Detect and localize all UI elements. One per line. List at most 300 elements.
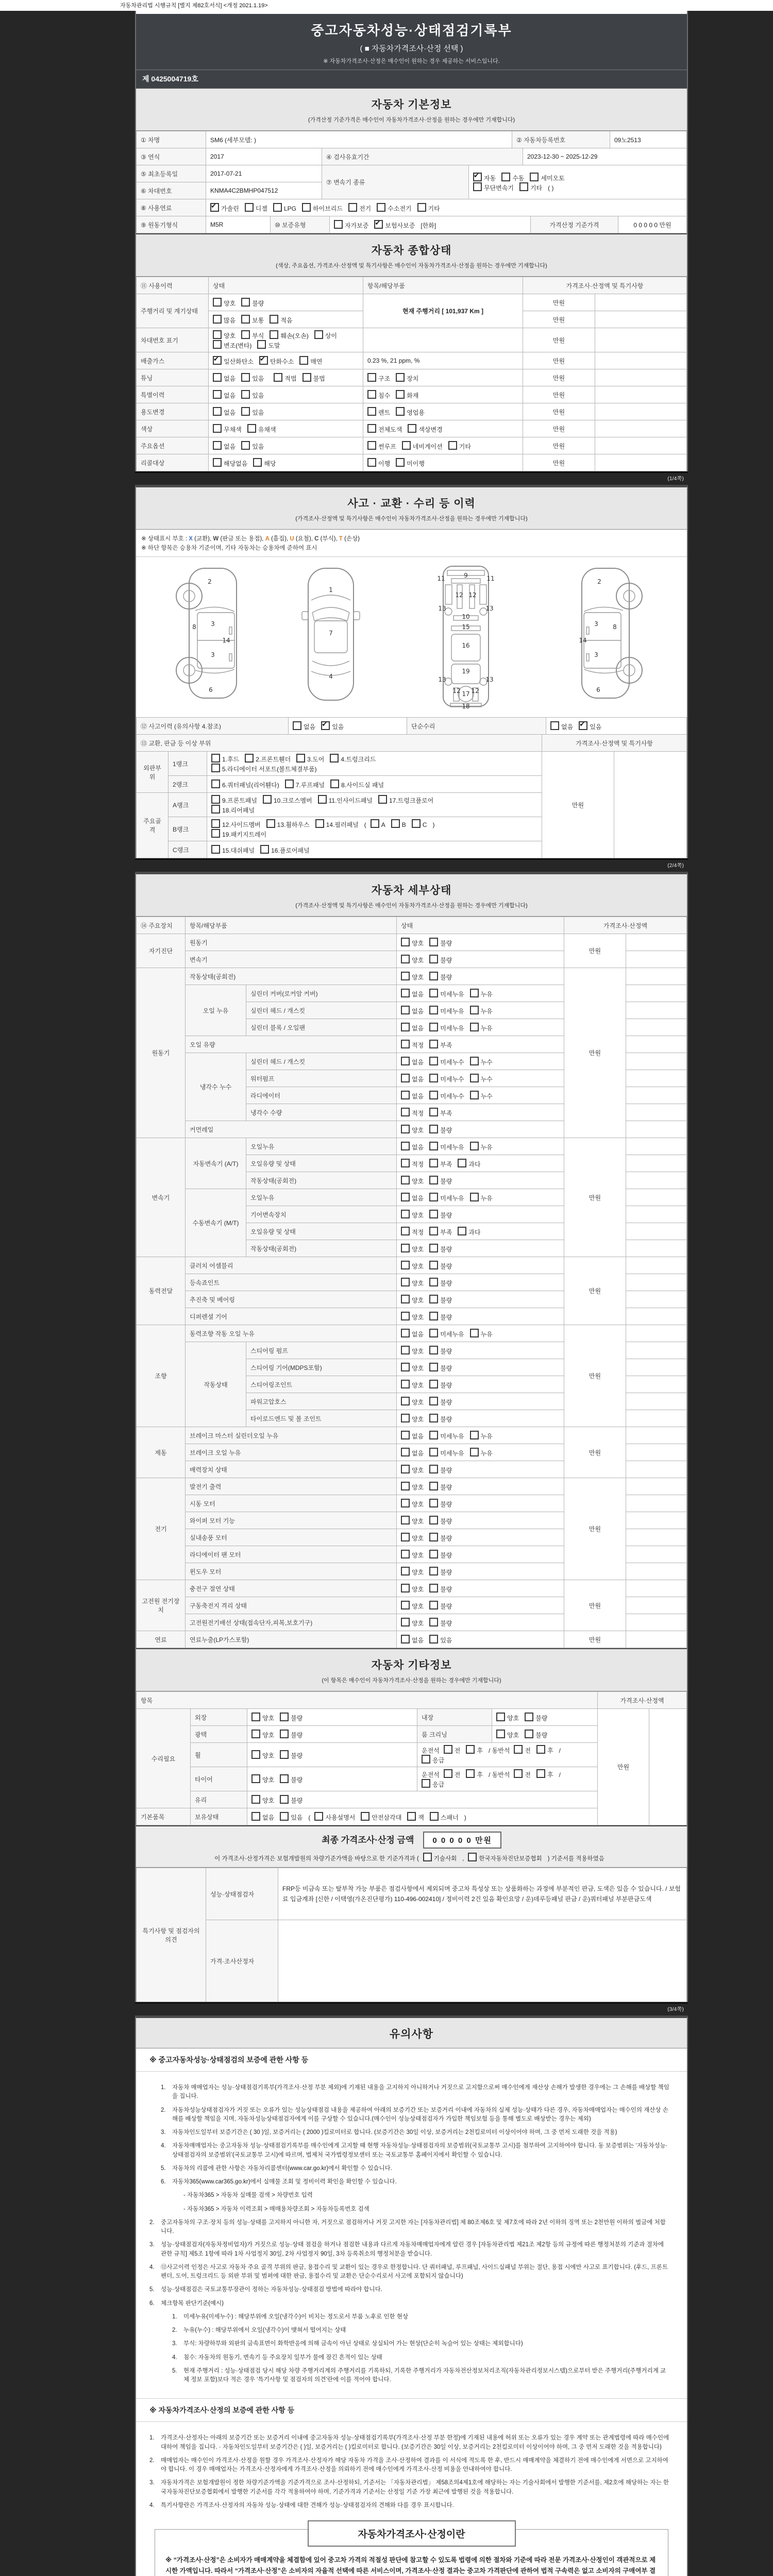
checkbox-세미오토[interactable] bbox=[530, 173, 564, 182]
checkbox-A[interactable] bbox=[371, 819, 385, 828]
checkbox-box[interactable] bbox=[429, 1142, 438, 1150]
checkbox-미세누수[interactable] bbox=[429, 1074, 464, 1083]
checkbox-box[interactable] bbox=[396, 390, 405, 399]
checkbox-불량[interactable] bbox=[429, 938, 452, 947]
checkbox-box[interactable] bbox=[579, 721, 587, 730]
checkbox-box[interactable] bbox=[401, 1550, 410, 1558]
checkbox-box[interactable] bbox=[429, 1244, 438, 1252]
checkbox-box[interactable] bbox=[429, 1448, 438, 1456]
checkbox-양호[interactable] bbox=[401, 1295, 424, 1304]
checkbox-box[interactable] bbox=[263, 795, 272, 804]
checkbox-box[interactable] bbox=[211, 764, 220, 772]
checkbox-전[interactable] bbox=[444, 1745, 461, 1755]
checkbox-box[interactable] bbox=[401, 1601, 410, 1609]
checkbox-LPG[interactable] bbox=[273, 203, 296, 212]
checkbox-유채색[interactable] bbox=[247, 424, 276, 434]
checkbox-13.휠하우스[interactable] bbox=[266, 819, 310, 829]
checkbox-있음[interactable] bbox=[429, 1635, 452, 1645]
checkbox-box[interactable] bbox=[429, 1465, 438, 1473]
checkbox-기타[interactable] bbox=[519, 182, 542, 192]
checkbox-무단변속기[interactable] bbox=[473, 182, 514, 192]
checkbox-box[interactable] bbox=[211, 845, 220, 854]
checkbox-box[interactable] bbox=[401, 1006, 410, 1014]
checkbox-box[interactable] bbox=[314, 1812, 323, 1821]
checkbox-양호[interactable] bbox=[401, 1363, 424, 1372]
checkbox-box[interactable] bbox=[429, 1482, 438, 1490]
checkbox-box[interactable] bbox=[401, 1193, 410, 1201]
checkbox-box[interactable] bbox=[259, 356, 268, 365]
checkbox-양호[interactable] bbox=[401, 1618, 424, 1628]
checkbox-양호[interactable] bbox=[401, 1465, 424, 1475]
checkbox-색상변경[interactable] bbox=[408, 424, 442, 434]
checkbox-기타[interactable] bbox=[417, 203, 440, 213]
checkbox-미세누유[interactable] bbox=[429, 989, 464, 998]
checkbox-부족[interactable] bbox=[429, 1108, 452, 1117]
checkbox-box[interactable] bbox=[525, 1730, 533, 1738]
checkbox-있음[interactable] bbox=[280, 1812, 303, 1822]
checkbox-매연[interactable] bbox=[299, 356, 322, 366]
checkbox-양호[interactable] bbox=[401, 1346, 424, 1355]
checkbox-box[interactable] bbox=[473, 182, 482, 191]
checkbox-box[interactable] bbox=[330, 754, 339, 762]
checkbox-box[interactable] bbox=[458, 1227, 466, 1235]
checkbox-box[interactable] bbox=[367, 390, 376, 399]
checkbox-많음[interactable] bbox=[213, 315, 236, 325]
checkbox-box[interactable] bbox=[412, 819, 421, 828]
checkbox-box[interactable] bbox=[429, 1006, 438, 1014]
checkbox-기술사회[interactable] bbox=[423, 1853, 457, 1862]
checkbox-box[interactable] bbox=[299, 356, 308, 365]
checkbox-미이행[interactable] bbox=[396, 458, 425, 468]
checkbox-해당없음[interactable] bbox=[213, 458, 247, 468]
checkbox-불량[interactable] bbox=[429, 1601, 452, 1611]
checkbox-양호[interactable] bbox=[401, 955, 424, 964]
checkbox-양호[interactable] bbox=[401, 972, 424, 981]
checkbox-4.트렁크리드[interactable] bbox=[330, 754, 376, 764]
checkbox-box[interactable] bbox=[422, 1755, 430, 1764]
checkbox-C[interactable] bbox=[412, 819, 427, 828]
checkbox-box[interactable] bbox=[293, 721, 301, 730]
checkbox-box[interactable] bbox=[473, 173, 482, 181]
checkbox-box[interactable] bbox=[314, 330, 323, 339]
checkbox-box[interactable] bbox=[429, 1584, 438, 1592]
checkbox-box[interactable] bbox=[429, 1227, 438, 1235]
checkbox-box[interactable] bbox=[241, 298, 250, 307]
checkbox-box[interactable] bbox=[280, 1812, 289, 1821]
checkbox-box[interactable] bbox=[496, 1730, 505, 1738]
checkbox-box[interactable] bbox=[391, 819, 400, 828]
checkbox-수소전기[interactable] bbox=[377, 203, 411, 213]
checkbox-있음[interactable] bbox=[241, 373, 264, 383]
checkbox-box[interactable] bbox=[401, 1142, 410, 1150]
checkbox-box[interactable] bbox=[550, 721, 559, 730]
checkbox-box[interactable] bbox=[429, 1516, 438, 1524]
checkbox-7.루프패널[interactable] bbox=[285, 779, 325, 789]
checkbox-사용설명서[interactable] bbox=[314, 1812, 355, 1822]
checkbox-box[interactable] bbox=[470, 1329, 479, 1337]
checkbox-있음[interactable] bbox=[241, 390, 264, 400]
checkbox-양호[interactable] bbox=[401, 1601, 424, 1611]
checkbox-box[interactable] bbox=[429, 1499, 438, 1507]
checkbox-box[interactable] bbox=[468, 1853, 477, 1861]
checkbox-box[interactable] bbox=[241, 330, 250, 339]
checkbox-후[interactable] bbox=[466, 1769, 483, 1779]
checkbox-box[interactable] bbox=[470, 1057, 479, 1065]
checkbox-양호[interactable] bbox=[401, 1567, 424, 1577]
checkbox-1.후드[interactable] bbox=[211, 754, 239, 764]
checkbox-box[interactable] bbox=[401, 1397, 410, 1405]
checkbox-box[interactable] bbox=[401, 1363, 410, 1371]
checkbox-box[interactable] bbox=[401, 955, 410, 963]
checkbox-응급[interactable] bbox=[422, 1755, 444, 1765]
checkbox-box[interactable] bbox=[525, 1713, 533, 1721]
checkbox-box[interactable] bbox=[253, 458, 262, 467]
checkbox-box[interactable] bbox=[429, 1023, 438, 1031]
checkbox-box[interactable] bbox=[429, 1363, 438, 1371]
checkbox-box[interactable] bbox=[470, 1448, 479, 1456]
checkbox-일산화탄소[interactable] bbox=[213, 356, 254, 366]
checkbox-box[interactable] bbox=[210, 203, 219, 212]
checkbox-box[interactable] bbox=[422, 1779, 430, 1788]
checkbox-box[interactable] bbox=[213, 298, 222, 307]
checkbox-box[interactable] bbox=[274, 373, 282, 382]
checkbox-box[interactable] bbox=[408, 424, 416, 433]
checkbox-없음[interactable] bbox=[401, 1193, 424, 1202]
checkbox-없음[interactable] bbox=[401, 1142, 424, 1151]
checkbox-불법[interactable] bbox=[303, 373, 325, 383]
checkbox-box[interactable] bbox=[429, 1346, 438, 1354]
checkbox-box[interactable] bbox=[270, 330, 278, 339]
checkbox-box[interactable] bbox=[401, 1329, 410, 1337]
checkbox-스패너[interactable] bbox=[430, 1812, 459, 1822]
checkbox-box[interactable] bbox=[514, 1745, 523, 1754]
checkbox-box[interactable] bbox=[429, 1193, 438, 1201]
checkbox-기타[interactable] bbox=[448, 441, 471, 451]
checkbox-부족[interactable] bbox=[429, 1040, 452, 1049]
checkbox-한국자동차진단보증협회[interactable] bbox=[468, 1853, 542, 1862]
checkbox-없음[interactable] bbox=[213, 390, 236, 400]
checkbox-불량[interactable] bbox=[525, 1713, 547, 1722]
checkbox-잭[interactable] bbox=[407, 1812, 424, 1822]
checkbox-box[interactable] bbox=[241, 441, 250, 450]
checkbox-box[interactable] bbox=[396, 407, 405, 416]
checkbox-box[interactable] bbox=[251, 1713, 260, 1721]
checkbox-box[interactable] bbox=[396, 458, 405, 467]
checkbox-box[interactable] bbox=[401, 1278, 410, 1286]
checkbox-box[interactable] bbox=[429, 1601, 438, 1609]
checkbox-box[interactable] bbox=[429, 1108, 438, 1116]
checkbox-box[interactable] bbox=[245, 203, 254, 212]
checkbox-적정[interactable] bbox=[401, 1040, 424, 1049]
checkbox-16.플로어패널[interactable] bbox=[260, 845, 310, 855]
checkbox-불량[interactable] bbox=[429, 1346, 452, 1355]
checkbox-불량[interactable] bbox=[429, 1414, 452, 1423]
checkbox-도말[interactable] bbox=[257, 340, 280, 350]
checkbox-양호[interactable] bbox=[251, 1730, 274, 1739]
checkbox-2.프론트휀더[interactable] bbox=[245, 754, 291, 764]
checkbox-box[interactable] bbox=[330, 779, 339, 788]
checkbox-과다[interactable] bbox=[458, 1227, 480, 1236]
checkbox-box[interactable] bbox=[367, 458, 376, 467]
checkbox-양호[interactable] bbox=[401, 1176, 424, 1185]
checkbox-box[interactable] bbox=[401, 1635, 410, 1643]
checkbox-box[interactable] bbox=[429, 1125, 438, 1133]
checkbox-양호[interactable] bbox=[401, 1244, 424, 1253]
checkbox-box[interactable] bbox=[429, 1397, 438, 1405]
checkbox-불량[interactable] bbox=[429, 1465, 452, 1475]
checkbox-보통[interactable] bbox=[241, 315, 264, 325]
checkbox-미세누수[interactable] bbox=[429, 1057, 464, 1066]
checkbox-box[interactable] bbox=[429, 1635, 438, 1643]
checkbox-box[interactable] bbox=[257, 340, 266, 349]
checkbox-양호[interactable] bbox=[213, 330, 236, 340]
checkbox-box[interactable] bbox=[429, 1261, 438, 1269]
checkbox-영업용[interactable] bbox=[396, 407, 425, 417]
checkbox-box[interactable] bbox=[367, 407, 376, 416]
checkbox-없음[interactable] bbox=[401, 1431, 424, 1440]
checkbox-양호[interactable] bbox=[401, 1210, 424, 1219]
checkbox-box[interactable] bbox=[417, 203, 426, 212]
checkbox-과다[interactable] bbox=[458, 1159, 480, 1168]
checkbox-box[interactable] bbox=[466, 1769, 475, 1778]
checkbox-가솔린[interactable] bbox=[210, 203, 239, 213]
checkbox-box[interactable] bbox=[213, 407, 222, 416]
checkbox-8.사이드실 패널[interactable] bbox=[330, 779, 384, 789]
checkbox-box[interactable] bbox=[429, 989, 438, 997]
checkbox-box[interactable] bbox=[401, 1108, 410, 1116]
checkbox-3.도어[interactable] bbox=[296, 754, 324, 764]
checkbox-box[interactable] bbox=[401, 1499, 410, 1507]
checkbox-box[interactable] bbox=[213, 458, 222, 467]
checkbox-미세누유[interactable] bbox=[429, 1023, 464, 1032]
checkbox-9.프론트패널[interactable] bbox=[211, 795, 257, 805]
checkbox-미세누유[interactable] bbox=[429, 1193, 464, 1202]
checkbox-box[interactable] bbox=[458, 1159, 466, 1167]
checkbox-보험사보증[interactable] bbox=[374, 220, 415, 230]
checkbox-양호[interactable] bbox=[401, 1312, 424, 1321]
checkbox-불량[interactable] bbox=[429, 1312, 452, 1321]
checkbox-없음[interactable] bbox=[213, 407, 236, 417]
checkbox-box[interactable] bbox=[401, 1465, 410, 1473]
checkbox-box[interactable] bbox=[377, 203, 385, 212]
checkbox-box[interactable] bbox=[429, 1057, 438, 1065]
checkbox-box[interactable] bbox=[361, 1812, 369, 1821]
checkbox-box[interactable] bbox=[470, 1006, 479, 1014]
checkbox-box[interactable] bbox=[429, 1567, 438, 1575]
checkbox-box[interactable] bbox=[213, 373, 222, 382]
checkbox-11.인사이드패널[interactable] bbox=[318, 795, 373, 805]
checkbox-후[interactable] bbox=[536, 1745, 553, 1755]
checkbox-미세누유[interactable] bbox=[429, 1431, 464, 1440]
checkbox-해당[interactable] bbox=[253, 458, 276, 468]
checkbox-부식[interactable] bbox=[241, 330, 264, 340]
checkbox-없음[interactable] bbox=[401, 1329, 424, 1338]
checkbox-box[interactable] bbox=[321, 721, 330, 730]
checkbox-없음[interactable] bbox=[213, 441, 236, 451]
checkbox-box[interactable] bbox=[501, 173, 510, 181]
checkbox-불량[interactable] bbox=[429, 1550, 452, 1560]
checkbox-5.라디에이터 서포트(볼트체결부품)[interactable] bbox=[211, 764, 317, 773]
checkbox-불량[interactable] bbox=[429, 1584, 452, 1594]
checkbox-침수[interactable] bbox=[367, 390, 390, 400]
checkbox-누수[interactable] bbox=[470, 1091, 493, 1100]
checkbox-15.대쉬패널[interactable] bbox=[211, 845, 255, 855]
checkbox-box[interactable] bbox=[280, 1730, 289, 1738]
checkbox-불량[interactable] bbox=[241, 298, 264, 308]
checkbox-없음[interactable] bbox=[251, 1812, 274, 1822]
checkbox-box[interactable] bbox=[266, 819, 275, 828]
checkbox-없음[interactable] bbox=[401, 1074, 424, 1083]
checkbox-불량[interactable] bbox=[429, 1380, 452, 1389]
checkbox-box[interactable] bbox=[514, 1769, 523, 1778]
checkbox-불량[interactable] bbox=[280, 1774, 303, 1784]
checkbox-box[interactable] bbox=[429, 1040, 438, 1048]
checkbox-box[interactable] bbox=[423, 1853, 432, 1861]
checkbox-있음[interactable] bbox=[321, 721, 344, 731]
checkbox-box[interactable] bbox=[211, 795, 220, 804]
checkbox-box[interactable] bbox=[401, 1125, 410, 1133]
checkbox-box[interactable] bbox=[519, 182, 528, 191]
checkbox-전[interactable] bbox=[514, 1745, 531, 1755]
checkbox-불량[interactable] bbox=[429, 955, 452, 964]
checkbox-하이브리드[interactable] bbox=[302, 203, 343, 213]
checkbox-변조(변타)[interactable] bbox=[213, 340, 251, 350]
checkbox-box[interactable] bbox=[213, 330, 222, 339]
checkbox-불량[interactable] bbox=[280, 1730, 303, 1739]
checkbox-box[interactable] bbox=[429, 1312, 438, 1320]
checkbox-불량[interactable] bbox=[429, 1210, 452, 1219]
checkbox-응급[interactable] bbox=[422, 1779, 444, 1789]
checkbox-12.사이드멤버[interactable] bbox=[211, 819, 261, 829]
checkbox-양호[interactable] bbox=[401, 938, 424, 947]
checkbox-box[interactable] bbox=[401, 1584, 410, 1592]
checkbox-양호[interactable] bbox=[401, 1278, 424, 1287]
checkbox-자가보증[interactable] bbox=[334, 220, 368, 230]
checkbox-디젤[interactable] bbox=[245, 203, 267, 213]
checkbox-box[interactable] bbox=[348, 203, 357, 212]
checkbox-양호[interactable] bbox=[496, 1730, 519, 1739]
checkbox-없음[interactable] bbox=[293, 721, 315, 731]
checkbox-누수[interactable] bbox=[470, 1074, 493, 1083]
checkbox-box[interactable] bbox=[211, 805, 220, 814]
checkbox-box[interactable] bbox=[429, 1431, 438, 1439]
checkbox-후[interactable] bbox=[536, 1769, 553, 1779]
checkbox-양호[interactable] bbox=[401, 1414, 424, 1423]
checkbox-화재[interactable] bbox=[396, 390, 418, 400]
checkbox-있음[interactable] bbox=[241, 441, 264, 451]
checkbox-14.필러패널[interactable] bbox=[315, 819, 359, 829]
checkbox-box[interactable] bbox=[401, 1091, 410, 1099]
checkbox-후[interactable] bbox=[466, 1745, 483, 1755]
checkbox-box[interactable] bbox=[401, 1227, 410, 1235]
checkbox-box[interactable] bbox=[401, 1533, 410, 1541]
checkbox-box[interactable] bbox=[496, 1713, 505, 1721]
checkbox-적음[interactable] bbox=[270, 315, 292, 325]
checkbox-불량[interactable] bbox=[525, 1730, 547, 1739]
checkbox-불량[interactable] bbox=[429, 1125, 452, 1134]
checkbox-전[interactable] bbox=[514, 1769, 531, 1779]
checkbox-box[interactable] bbox=[251, 1750, 260, 1759]
checkbox-box[interactable] bbox=[401, 989, 410, 997]
checkbox-불량[interactable] bbox=[429, 1533, 452, 1543]
checkbox-box[interactable] bbox=[280, 1774, 289, 1783]
checkbox-미세누유[interactable] bbox=[429, 1448, 464, 1458]
checkbox-box[interactable] bbox=[429, 1533, 438, 1541]
checkbox-없음[interactable] bbox=[401, 1448, 424, 1458]
checkbox-box[interactable] bbox=[429, 1159, 438, 1167]
checkbox-18.리어패널[interactable] bbox=[211, 805, 255, 815]
checkbox-적법[interactable] bbox=[274, 373, 296, 383]
checkbox-불량[interactable] bbox=[280, 1795, 303, 1805]
checkbox-불량[interactable] bbox=[429, 972, 452, 981]
checkbox-썬루프[interactable] bbox=[367, 441, 396, 451]
checkbox-box[interactable] bbox=[470, 989, 479, 997]
checkbox-불량[interactable] bbox=[429, 1244, 452, 1253]
checkbox-양호[interactable] bbox=[401, 1397, 424, 1406]
checkbox-box[interactable] bbox=[211, 779, 220, 788]
checkbox-box[interactable] bbox=[402, 441, 411, 450]
checkbox-box[interactable] bbox=[430, 1812, 439, 1821]
checkbox-box[interactable] bbox=[401, 1312, 410, 1320]
checkbox-B[interactable] bbox=[391, 819, 406, 828]
checkbox-불량[interactable] bbox=[429, 1261, 452, 1270]
checkbox-box[interactable] bbox=[536, 1745, 545, 1754]
checkbox-box[interactable] bbox=[429, 972, 438, 980]
checkbox-box[interactable] bbox=[470, 1023, 479, 1031]
checkbox-불량[interactable] bbox=[429, 1618, 452, 1628]
checkbox-box[interactable] bbox=[213, 424, 222, 433]
checkbox-box[interactable] bbox=[530, 173, 539, 181]
checkbox-box[interactable] bbox=[273, 203, 282, 212]
checkbox-box[interactable] bbox=[396, 373, 405, 382]
checkbox-box[interactable] bbox=[401, 1567, 410, 1575]
checkbox-box[interactable] bbox=[429, 955, 438, 963]
checkbox-양호[interactable] bbox=[401, 1550, 424, 1560]
checkbox-box[interactable] bbox=[448, 441, 457, 450]
checkbox-누유[interactable] bbox=[470, 1023, 493, 1032]
checkbox-19.패키지트레이[interactable] bbox=[211, 829, 266, 839]
checkbox-box[interactable] bbox=[429, 1550, 438, 1558]
checkbox-box[interactable] bbox=[296, 754, 305, 762]
checkbox-box[interactable] bbox=[401, 1618, 410, 1626]
checkbox-box[interactable] bbox=[241, 407, 250, 416]
checkbox-양호[interactable] bbox=[401, 1125, 424, 1134]
checkbox-있음[interactable] bbox=[579, 721, 601, 731]
checkbox-누유[interactable] bbox=[470, 989, 493, 998]
checkbox-box[interactable] bbox=[334, 220, 343, 229]
checkbox-6.쿼터패널(리어휀다)[interactable] bbox=[211, 779, 279, 789]
checkbox-이행[interactable] bbox=[367, 458, 390, 468]
checkbox-box[interactable] bbox=[211, 819, 220, 828]
checkbox-양호[interactable] bbox=[213, 298, 236, 308]
checkbox-양호[interactable] bbox=[251, 1713, 274, 1722]
checkbox-box[interactable] bbox=[429, 1210, 438, 1218]
checkbox-누유[interactable] bbox=[470, 1193, 493, 1202]
checkbox-box[interactable] bbox=[401, 1448, 410, 1456]
checkbox-box[interactable] bbox=[444, 1745, 452, 1754]
checkbox-적정[interactable] bbox=[401, 1227, 424, 1236]
checkbox-box[interactable] bbox=[401, 1261, 410, 1269]
checkbox-box[interactable] bbox=[213, 315, 222, 324]
checkbox-box[interactable] bbox=[470, 1431, 479, 1439]
checkbox-전[interactable] bbox=[444, 1769, 461, 1779]
checkbox-10.크로스멤버[interactable] bbox=[263, 795, 312, 805]
checkbox-불량[interactable] bbox=[429, 1567, 452, 1577]
checkbox-구조[interactable] bbox=[367, 373, 390, 383]
checkbox-box[interactable] bbox=[251, 1812, 260, 1821]
checkbox-box[interactable] bbox=[401, 1516, 410, 1524]
checkbox-17.트렁크플로어[interactable] bbox=[378, 795, 433, 805]
